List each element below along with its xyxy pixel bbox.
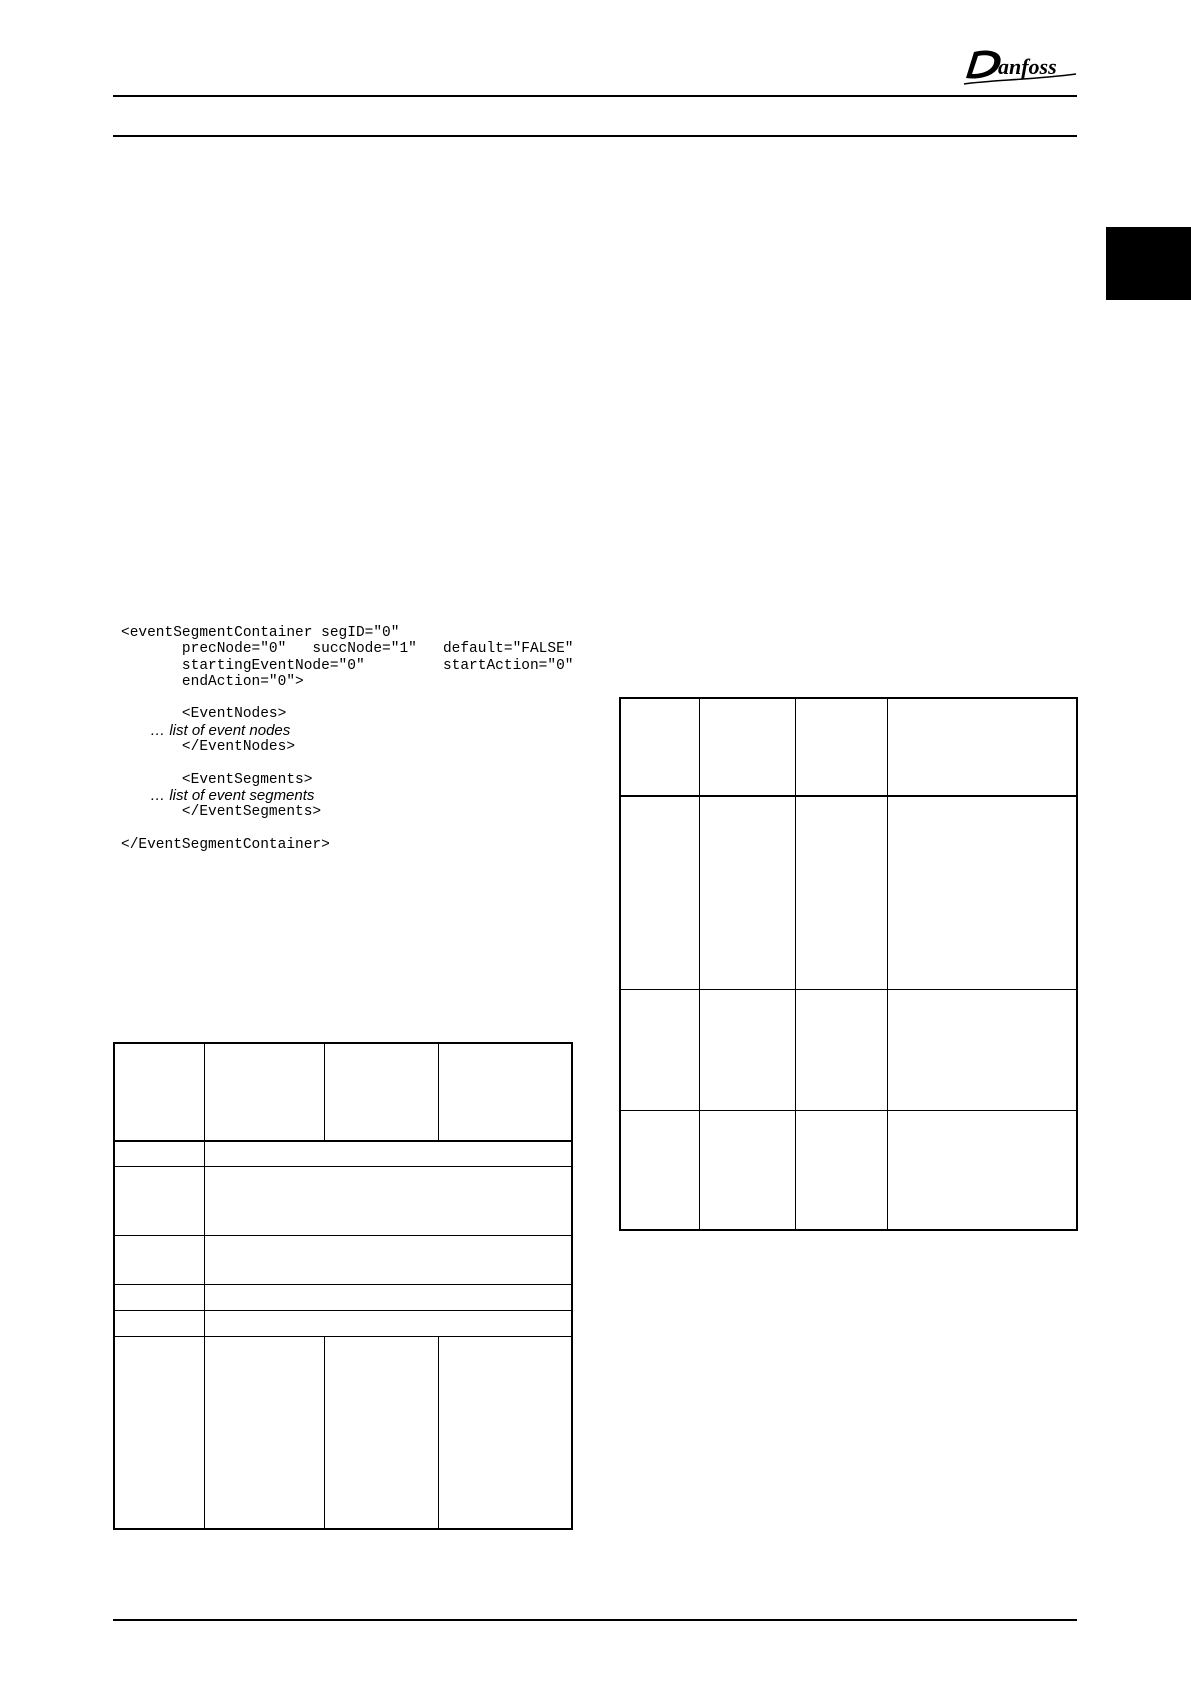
code-line: precNode="0" succNode="1" default="FALSE"	[121, 641, 574, 658]
code-line	[121, 755, 581, 771]
code-line: … list of event nodes	[121, 721, 291, 739]
left-table-col-divider-2b	[324, 1336, 325, 1528]
code-line: <EventNodes>	[121, 706, 287, 723]
footer-rule	[113, 1619, 1077, 1621]
left-table-row-divider-6	[115, 1336, 571, 1337]
right-table-col-divider-3	[887, 699, 888, 1229]
code-line: startingEventNode="0" startAction="0"	[121, 657, 574, 674]
code-line: endAction="0">	[121, 673, 304, 690]
code-line	[121, 690, 581, 706]
code-line: <EventSegments>	[121, 771, 313, 788]
right-table-row-divider-2	[621, 989, 1076, 990]
left-table-col-divider-3b	[438, 1336, 439, 1528]
left-table-col-divider-2	[324, 1044, 325, 1140]
svg-text:anfoss: anfoss	[998, 54, 1057, 79]
right-table	[619, 697, 1078, 1231]
code-line: <eventSegmentContainer segID="0"	[121, 625, 400, 641]
right-table-row-divider-3	[621, 1110, 1076, 1111]
danfoss-logo	[960, 44, 1080, 86]
left-table-row-divider-1	[115, 1140, 571, 1142]
header-rule-top	[113, 95, 1077, 97]
xml-code-snippet	[121, 625, 581, 853]
right-table-col-divider-1	[699, 699, 700, 1229]
left-table-row-divider-4	[115, 1284, 571, 1285]
code-line	[121, 821, 581, 837]
left-table-row-divider-3	[115, 1235, 571, 1236]
code-line: </EventSegments>	[121, 804, 322, 821]
right-table-row-divider-1	[621, 795, 1076, 797]
left-table-col-divider-1	[204, 1044, 205, 1528]
right-table-col-divider-2	[795, 699, 796, 1229]
chapter-tab-marker	[1106, 227, 1191, 300]
header-rule-bottom	[113, 135, 1077, 137]
code-line: … list of event segments	[121, 786, 315, 804]
left-table-row-divider-5	[115, 1310, 571, 1311]
left-table-row-divider-2	[115, 1166, 571, 1167]
left-table-col-divider-3	[438, 1044, 439, 1140]
left-table	[113, 1042, 573, 1530]
code-line: </EventSegmentContainer>	[121, 836, 330, 853]
code-line: </EventNodes>	[121, 739, 296, 756]
